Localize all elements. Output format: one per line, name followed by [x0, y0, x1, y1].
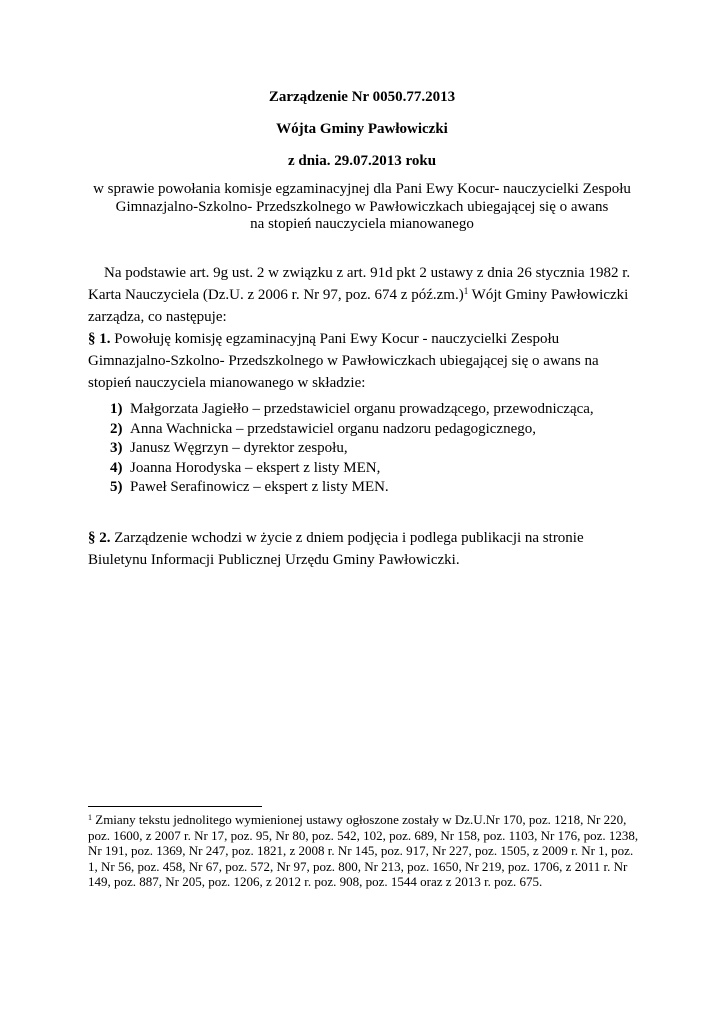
list-item	[110, 400, 650, 420]
list-number: 5)	[110, 479, 123, 495]
title-line-1: Zarządzenie Nr 0050.77.2013	[268, 89, 456, 105]
member-text: Paweł Serafinowicz – ekspert z listy MEN.	[130, 479, 389, 495]
legal-basis-continuation: Wójt Gminy Pawłowiczki zarządza, co następuje:	[88, 287, 629, 325]
footnote-text: Zmiany tekstu jednolitego wymienionej ustawy ogłoszone zostały w Dz.U.Nr 170, poz. 1218, Nr 220, poz. 1600, z 2007 r. Nr 17, poz. 95, Nr 80, poz. 542, 102, poz. 689, Nr 158, poz. 1103, Nr 176, poz. 1238, Nr 191, poz. 1369, Nr 247, poz. 1821, z 2008 r. Nr 145, poz. 917, Nr 227, poz. 1505, z 2009 r. Nr 1, poz. 1, Nr 56, poz. 458, Nr 67, poz. 572, Nr 97, poz. 800, Nr 213, poz. 1650, Nr 219, poz. 1706, z 2011 r. Nr 149, poz. 887, Nr 205, poz. 1206, z 2012 r. poz. 908, poz. 1544 oraz z 2013 r. poz. 675.	[88, 812, 639, 889]
subject-line-3: na stopień nauczyciela mianowanego	[250, 216, 474, 232]
section-1-text: Powołuję komisję egzaminacyjną Pani Ewy Kocur - nauczycielki Zespołu Gimnazjalno-Szkolno- Przedszkolnego w Pawłowiczkach ubiegającej się o awans na stopień nauczyciela mianowanego w składzie:	[88, 331, 599, 391]
subject-block	[60, 181, 664, 234]
member-text: Anna Wachnicka – przedstawiciel organu nadzoru pedagogicznego,	[130, 420, 536, 437]
footnote-reference: 1	[463, 286, 469, 296]
footnote-number: 1	[88, 813, 92, 822]
footnote	[88, 812, 640, 890]
legal-basis-text: Na podstawie art. 9g ust. 2 w związku z art. 91d pkt 2 ustawy z dnia 26 stycznia 1982 r. Karta Nauczyciela (Dz.U. z 2006 r. Nr 97, poz. 674 z póź.zm.)	[88, 265, 631, 303]
list-item	[110, 478, 650, 498]
member-text: Janusz Węgrzyn – dyrektor zespołu,	[130, 440, 348, 456]
member-text: Joanna Horodyska – ekspert z listy MEN,	[130, 459, 381, 476]
section-2-label: § 2.	[88, 530, 111, 546]
member-text: Małgorzata Jagiełło – przedstawiciel organu prowadzącego, przewodnicząca,	[130, 401, 594, 417]
list-number: 4)	[110, 459, 123, 476]
section-1-label: § 1.	[88, 331, 111, 347]
subject-line-2: Gimnazjalno-Szkolno- Przedszkolnego w Pawłowiczkach ubiegającej się o awans	[115, 198, 609, 215]
subject-line-1: w sprawie powołania komisje egzaminacyjnej dla Pani Ewy Kocur- nauczycielki Zespołu	[93, 181, 631, 197]
footnote-divider	[88, 806, 262, 807]
list-item	[110, 439, 650, 459]
list-item	[110, 459, 650, 479]
title-line-2: Wójta Gminy Pawłowiczki	[276, 121, 448, 137]
list-number: 3)	[110, 440, 123, 456]
list-number: 2)	[110, 420, 123, 437]
section-2-text: Zarządzenie wchodzi w życie z dniem podjęcia i podlega publikacji na stronie Biuletynu Informacji Publicznej Urzędu Gminy Pawłowiczki.	[88, 530, 584, 568]
legal-basis-paragraph	[88, 262, 640, 328]
commission-members-list	[110, 400, 650, 498]
list-number: 1)	[110, 401, 123, 417]
list-item	[110, 420, 650, 440]
section-1-paragraph	[88, 328, 640, 394]
section-2-paragraph	[88, 527, 640, 571]
title-line-3: z dnia. 29.07.2013 roku	[287, 153, 437, 169]
